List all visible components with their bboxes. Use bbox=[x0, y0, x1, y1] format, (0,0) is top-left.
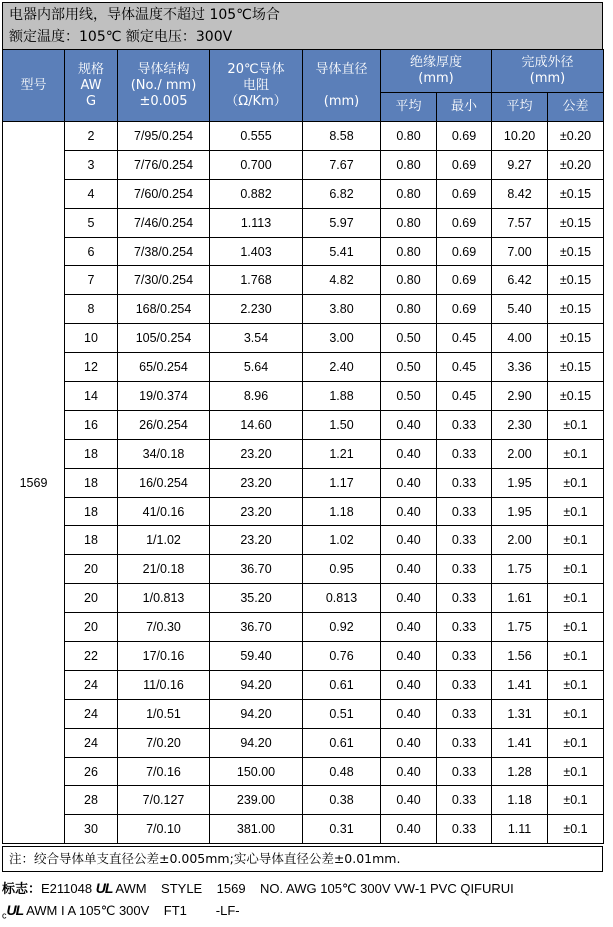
outer-avg-cell: 2.30 bbox=[492, 410, 548, 439]
insulation-avg-cell: 0.50 bbox=[381, 324, 437, 353]
awg-cell: 28 bbox=[65, 786, 118, 815]
diameter-cell: 7.67 bbox=[303, 150, 381, 179]
resistance-cell: 94.20 bbox=[210, 670, 303, 699]
outer-avg-cell: 7.00 bbox=[492, 237, 548, 266]
resistance-cell: 8.96 bbox=[210, 382, 303, 411]
structure-cell: 168/0.254 bbox=[118, 295, 210, 324]
outer-avg-cell: 2.00 bbox=[492, 526, 548, 555]
awg-cell: 5 bbox=[65, 208, 118, 237]
diameter-cell: 6.82 bbox=[303, 179, 381, 208]
insulation-min-cell: 0.69 bbox=[437, 208, 492, 237]
awg-cell: 16 bbox=[65, 410, 118, 439]
awg-cell: 26 bbox=[65, 757, 118, 786]
outer-tolerance-cell: ±0.15 bbox=[548, 208, 604, 237]
outer-tolerance-cell: ±0.20 bbox=[548, 150, 604, 179]
outer-tolerance-cell: ±0.1 bbox=[548, 584, 604, 613]
insulation-min-cell: 0.33 bbox=[437, 815, 492, 844]
resistance-cell: 36.70 bbox=[210, 555, 303, 584]
insulation-min-cell: 0.45 bbox=[437, 353, 492, 382]
insulation-avg-cell: 0.40 bbox=[381, 497, 437, 526]
outer-avg-cell: 7.57 bbox=[492, 208, 548, 237]
marking-line-2 bbox=[2, 900, 610, 927]
outer-avg-cell: 1.31 bbox=[492, 699, 548, 728]
structure-cell: 7/0.16 bbox=[118, 757, 210, 786]
c-mark-icon: c bbox=[2, 910, 7, 921]
awg-cell: 24 bbox=[65, 728, 118, 757]
outer-avg-cell: 1.95 bbox=[492, 468, 548, 497]
diameter-cell: 0.813 bbox=[303, 584, 381, 613]
marking-block bbox=[2, 878, 610, 927]
insulation-avg-cell: 0.40 bbox=[381, 728, 437, 757]
outer-tolerance-cell: ±0.1 bbox=[548, 757, 604, 786]
diameter-cell: 1.21 bbox=[303, 439, 381, 468]
structure-cell: 1/1.02 bbox=[118, 526, 210, 555]
table-row bbox=[3, 410, 604, 439]
outer-tolerance-cell: ±0.1 bbox=[548, 728, 604, 757]
outer-avg-cell: 1.41 bbox=[492, 728, 548, 757]
table-row bbox=[3, 584, 604, 613]
awg-cell: 18 bbox=[65, 497, 118, 526]
structure-cell: 1/0.51 bbox=[118, 699, 210, 728]
marking-file-number: E211048 bbox=[41, 881, 93, 896]
outer-avg-cell: 9.27 bbox=[492, 150, 548, 179]
table-row bbox=[3, 353, 604, 382]
table-row bbox=[3, 728, 604, 757]
insulation-avg-cell: 0.80 bbox=[381, 266, 437, 295]
spec-header bbox=[2, 2, 603, 50]
insulation-avg-cell: 0.80 bbox=[381, 179, 437, 208]
insulation-avg-cell: 0.40 bbox=[381, 526, 437, 555]
spec-table-body bbox=[3, 122, 604, 844]
outer-tolerance-cell: ±0.1 bbox=[548, 786, 604, 815]
structure-cell: 7/0.127 bbox=[118, 786, 210, 815]
insulation-min-cell: 0.33 bbox=[437, 526, 492, 555]
structure-cell: 17/0.16 bbox=[118, 642, 210, 671]
diameter-cell: 3.00 bbox=[303, 324, 381, 353]
awg-cell: 18 bbox=[65, 439, 118, 468]
model-cell: 1569 bbox=[3, 122, 65, 844]
insulation-min-cell: 0.33 bbox=[437, 555, 492, 584]
awg-cell: 22 bbox=[65, 642, 118, 671]
awg-cell: 14 bbox=[65, 382, 118, 411]
insulation-min-cell: 0.33 bbox=[437, 468, 492, 497]
outer-tolerance-cell: ±0.1 bbox=[548, 468, 604, 497]
diameter-cell: 3.80 bbox=[303, 295, 381, 324]
table-row bbox=[3, 699, 604, 728]
cul-logo-icon: UL bbox=[6, 902, 24, 918]
awg-cell: 12 bbox=[65, 353, 118, 382]
table-row bbox=[3, 642, 604, 671]
insulation-avg-cell: 0.80 bbox=[381, 122, 437, 151]
diameter-cell: 0.31 bbox=[303, 815, 381, 844]
insulation-avg-cell: 0.40 bbox=[381, 757, 437, 786]
diameter-cell: 0.48 bbox=[303, 757, 381, 786]
insulation-avg-cell: 0.80 bbox=[381, 295, 437, 324]
structure-cell: 105/0.254 bbox=[118, 324, 210, 353]
outer-tolerance-cell: ±0.1 bbox=[548, 699, 604, 728]
diameter-cell: 1.17 bbox=[303, 468, 381, 497]
resistance-cell: 239.00 bbox=[210, 786, 303, 815]
insulation-min-cell: 0.33 bbox=[437, 642, 492, 671]
col-header-insulation-avg: 平均 bbox=[381, 93, 437, 122]
diameter-cell: 0.61 bbox=[303, 670, 381, 699]
structure-cell: 34/0.18 bbox=[118, 439, 210, 468]
outer-avg-cell: 3.36 bbox=[492, 353, 548, 382]
resistance-cell: 94.20 bbox=[210, 699, 303, 728]
insulation-avg-cell: 0.40 bbox=[381, 613, 437, 642]
insulation-avg-cell: 0.40 bbox=[381, 699, 437, 728]
col-header-resistance: 20℃导体 电阻 （Ω/Km） bbox=[210, 50, 303, 122]
spec-table bbox=[2, 49, 604, 844]
diameter-cell: 0.76 bbox=[303, 642, 381, 671]
diameter-cell: 5.41 bbox=[303, 237, 381, 266]
outer-avg-cell: 1.61 bbox=[492, 584, 548, 613]
structure-cell: 11/0.16 bbox=[118, 670, 210, 699]
resistance-cell: 0.882 bbox=[210, 179, 303, 208]
awg-cell: 20 bbox=[65, 613, 118, 642]
structure-cell: 26/0.254 bbox=[118, 410, 210, 439]
col-header-model: 型号 bbox=[3, 50, 65, 122]
structure-cell: 41/0.16 bbox=[118, 497, 210, 526]
insulation-min-cell: 0.69 bbox=[437, 179, 492, 208]
table-row bbox=[3, 122, 604, 151]
resistance-cell: 2.230 bbox=[210, 295, 303, 324]
insulation-min-cell: 0.33 bbox=[437, 699, 492, 728]
outer-tolerance-cell: ±0.15 bbox=[548, 324, 604, 353]
resistance-cell: 59.40 bbox=[210, 642, 303, 671]
awg-cell: 24 bbox=[65, 699, 118, 728]
outer-tolerance-cell: ±0.15 bbox=[548, 382, 604, 411]
awg-cell: 4 bbox=[65, 179, 118, 208]
outer-tolerance-cell: ±0.1 bbox=[548, 497, 604, 526]
col-header-structure: 导体结构 (No./ mm) ±0.005 bbox=[118, 50, 210, 122]
outer-tolerance-cell: ±0.1 bbox=[548, 613, 604, 642]
outer-tolerance-cell: ±0.15 bbox=[548, 179, 604, 208]
diameter-cell: 0.92 bbox=[303, 613, 381, 642]
table-row bbox=[3, 439, 604, 468]
ul-logo-icon: UL bbox=[95, 880, 113, 896]
outer-tolerance-cell: ±0.1 bbox=[548, 670, 604, 699]
resistance-cell: 381.00 bbox=[210, 815, 303, 844]
diameter-cell: 0.61 bbox=[303, 728, 381, 757]
table-row bbox=[3, 526, 604, 555]
structure-cell: 65/0.254 bbox=[118, 353, 210, 382]
outer-avg-cell: 1.75 bbox=[492, 555, 548, 584]
diameter-cell: 0.95 bbox=[303, 555, 381, 584]
col-header-insulation-min: 最小 bbox=[437, 93, 492, 122]
outer-avg-cell: 6.42 bbox=[492, 266, 548, 295]
diameter-cell: 5.97 bbox=[303, 208, 381, 237]
awg-cell: 18 bbox=[65, 526, 118, 555]
outer-tolerance-cell: ±0.15 bbox=[548, 353, 604, 382]
insulation-avg-cell: 0.40 bbox=[381, 584, 437, 613]
header-line-2: 额定温度：105℃ 额定电压：300V bbox=[9, 29, 233, 45]
col-header-diameter: 导体直径 (mm) bbox=[303, 50, 381, 122]
table-row bbox=[3, 468, 604, 497]
insulation-min-cell: 0.45 bbox=[437, 382, 492, 411]
insulation-min-cell: 0.69 bbox=[437, 266, 492, 295]
insulation-min-cell: 0.33 bbox=[437, 670, 492, 699]
outer-avg-cell: 1.41 bbox=[492, 670, 548, 699]
resistance-cell: 150.00 bbox=[210, 757, 303, 786]
footnote: 注：绞合导体单支直径公差±0.005mm;实心导体直径公差±0.01mm. bbox=[2, 846, 603, 872]
col-header-outer-diameter: 完成外径 (mm) bbox=[492, 50, 604, 93]
resistance-cell: 1.403 bbox=[210, 237, 303, 266]
resistance-cell: 23.20 bbox=[210, 497, 303, 526]
resistance-cell: 35.20 bbox=[210, 584, 303, 613]
resistance-cell: 0.700 bbox=[210, 150, 303, 179]
structure-cell: 7/95/0.254 bbox=[118, 122, 210, 151]
insulation-min-cell: 0.33 bbox=[437, 497, 492, 526]
structure-cell: 7/0.30 bbox=[118, 613, 210, 642]
table-row bbox=[3, 555, 604, 584]
resistance-cell: 5.64 bbox=[210, 353, 303, 382]
col-header-insulation: 绝缘厚度 (mm) bbox=[381, 50, 492, 93]
outer-tolerance-cell: ±0.1 bbox=[548, 642, 604, 671]
structure-cell: 7/46/0.254 bbox=[118, 208, 210, 237]
structure-cell: 7/60/0.254 bbox=[118, 179, 210, 208]
outer-avg-cell: 2.00 bbox=[492, 439, 548, 468]
table-row bbox=[3, 266, 604, 295]
insulation-avg-cell: 0.40 bbox=[381, 439, 437, 468]
structure-cell: 7/0.10 bbox=[118, 815, 210, 844]
outer-tolerance-cell: ±0.1 bbox=[548, 815, 604, 844]
outer-avg-cell: 8.42 bbox=[492, 179, 548, 208]
outer-avg-cell: 4.00 bbox=[492, 324, 548, 353]
insulation-avg-cell: 0.40 bbox=[381, 786, 437, 815]
insulation-avg-cell: 0.80 bbox=[381, 237, 437, 266]
insulation-avg-cell: 0.40 bbox=[381, 815, 437, 844]
insulation-min-cell: 0.33 bbox=[437, 728, 492, 757]
insulation-min-cell: 0.69 bbox=[437, 122, 492, 151]
table-row bbox=[3, 613, 604, 642]
insulation-avg-cell: 0.80 bbox=[381, 208, 437, 237]
insulation-min-cell: 0.45 bbox=[437, 324, 492, 353]
insulation-avg-cell: 0.50 bbox=[381, 382, 437, 411]
diameter-cell: 1.02 bbox=[303, 526, 381, 555]
awg-cell: 10 bbox=[65, 324, 118, 353]
outer-tolerance-cell: ±0.15 bbox=[548, 266, 604, 295]
awg-cell: 20 bbox=[65, 555, 118, 584]
awg-cell: 24 bbox=[65, 670, 118, 699]
resistance-cell: 94.20 bbox=[210, 728, 303, 757]
awg-cell: 18 bbox=[65, 468, 118, 497]
resistance-cell: 36.70 bbox=[210, 613, 303, 642]
outer-avg-cell: 10.20 bbox=[492, 122, 548, 151]
insulation-min-cell: 0.69 bbox=[437, 237, 492, 266]
marking-text-1: AWM STYLE 1569 NO. AWG 105℃ 300V VW-1 PVC QIFURUI bbox=[115, 881, 514, 896]
diameter-cell: 1.50 bbox=[303, 410, 381, 439]
insulation-avg-cell: 0.40 bbox=[381, 555, 437, 584]
outer-tolerance-cell: ±0.15 bbox=[548, 295, 604, 324]
table-row bbox=[3, 815, 604, 844]
table-row bbox=[3, 497, 604, 526]
insulation-avg-cell: 0.50 bbox=[381, 353, 437, 382]
resistance-cell: 14.60 bbox=[210, 410, 303, 439]
structure-cell: 1/0.813 bbox=[118, 584, 210, 613]
outer-tolerance-cell: ±0.1 bbox=[548, 439, 604, 468]
outer-avg-cell: 1.28 bbox=[492, 757, 548, 786]
table-row bbox=[3, 179, 604, 208]
col-header-awg: 规格 AW G bbox=[65, 50, 118, 122]
table-row bbox=[3, 237, 604, 266]
marking-label: 标志： bbox=[2, 882, 42, 897]
awg-cell: 20 bbox=[65, 584, 118, 613]
col-header-outer-avg: 平均 bbox=[492, 93, 548, 122]
structure-cell: 7/76/0.254 bbox=[118, 150, 210, 179]
insulation-avg-cell: 0.40 bbox=[381, 642, 437, 671]
insulation-min-cell: 0.33 bbox=[437, 786, 492, 815]
diameter-cell: 1.18 bbox=[303, 497, 381, 526]
insulation-min-cell: 0.33 bbox=[437, 584, 492, 613]
awg-cell: 6 bbox=[65, 237, 118, 266]
structure-cell: 7/38/0.254 bbox=[118, 237, 210, 266]
marking-line-1 bbox=[2, 878, 610, 900]
outer-avg-cell: 5.40 bbox=[492, 295, 548, 324]
awg-cell: 3 bbox=[65, 150, 118, 179]
outer-tolerance-cell: ±0.15 bbox=[548, 237, 604, 266]
resistance-cell: 1.768 bbox=[210, 266, 303, 295]
outer-avg-cell: 1.75 bbox=[492, 613, 548, 642]
resistance-cell: 23.20 bbox=[210, 468, 303, 497]
insulation-avg-cell: 0.40 bbox=[381, 410, 437, 439]
insulation-min-cell: 0.33 bbox=[437, 439, 492, 468]
structure-cell: 16/0.254 bbox=[118, 468, 210, 497]
diameter-cell: 0.51 bbox=[303, 699, 381, 728]
structure-cell: 7/30/0.254 bbox=[118, 266, 210, 295]
table-row bbox=[3, 295, 604, 324]
insulation-min-cell: 0.33 bbox=[437, 757, 492, 786]
diameter-cell: 4.82 bbox=[303, 266, 381, 295]
resistance-cell: 23.20 bbox=[210, 439, 303, 468]
insulation-min-cell: 0.33 bbox=[437, 613, 492, 642]
diameter-cell: 1.88 bbox=[303, 382, 381, 411]
insulation-avg-cell: 0.40 bbox=[381, 468, 437, 497]
awg-cell: 2 bbox=[65, 122, 118, 151]
diameter-cell: 8.58 bbox=[303, 122, 381, 151]
insulation-min-cell: 0.33 bbox=[437, 410, 492, 439]
outer-avg-cell: 1.95 bbox=[492, 497, 548, 526]
outer-tolerance-cell: ±0.1 bbox=[548, 410, 604, 439]
outer-avg-cell: 1.56 bbox=[492, 642, 548, 671]
diameter-cell: 0.38 bbox=[303, 786, 381, 815]
outer-tolerance-cell: ±0.1 bbox=[548, 555, 604, 584]
table-row bbox=[3, 324, 604, 353]
col-header-outer-tolerance: 公差 bbox=[548, 93, 604, 122]
insulation-avg-cell: 0.80 bbox=[381, 150, 437, 179]
outer-avg-cell: 1.18 bbox=[492, 786, 548, 815]
insulation-min-cell: 0.69 bbox=[437, 295, 492, 324]
insulation-min-cell: 0.69 bbox=[437, 150, 492, 179]
table-row bbox=[3, 786, 604, 815]
table-row bbox=[3, 382, 604, 411]
resistance-cell: 1.113 bbox=[210, 208, 303, 237]
outer-avg-cell: 1.11 bbox=[492, 815, 548, 844]
structure-cell: 19/0.374 bbox=[118, 382, 210, 411]
marking-text-2: AWM I A 105℃ 300V FT1 -LF- bbox=[26, 903, 240, 918]
outer-tolerance-cell: ±0.1 bbox=[548, 526, 604, 555]
diameter-cell: 2.40 bbox=[303, 353, 381, 382]
table-row bbox=[3, 670, 604, 699]
resistance-cell: 3.54 bbox=[210, 324, 303, 353]
table-row bbox=[3, 208, 604, 237]
table-row bbox=[3, 150, 604, 179]
structure-cell: 21/0.18 bbox=[118, 555, 210, 584]
resistance-cell: 23.20 bbox=[210, 526, 303, 555]
awg-cell: 30 bbox=[65, 815, 118, 844]
insulation-avg-cell: 0.40 bbox=[381, 670, 437, 699]
structure-cell: 7/0.20 bbox=[118, 728, 210, 757]
awg-cell: 8 bbox=[65, 295, 118, 324]
header-line-1: 电器内部用线，导体温度不超过 105℃场合 bbox=[9, 7, 280, 23]
awg-cell: 7 bbox=[65, 266, 118, 295]
outer-avg-cell: 2.90 bbox=[492, 382, 548, 411]
outer-tolerance-cell: ±0.20 bbox=[548, 122, 604, 151]
resistance-cell: 0.555 bbox=[210, 122, 303, 151]
table-row bbox=[3, 757, 604, 786]
